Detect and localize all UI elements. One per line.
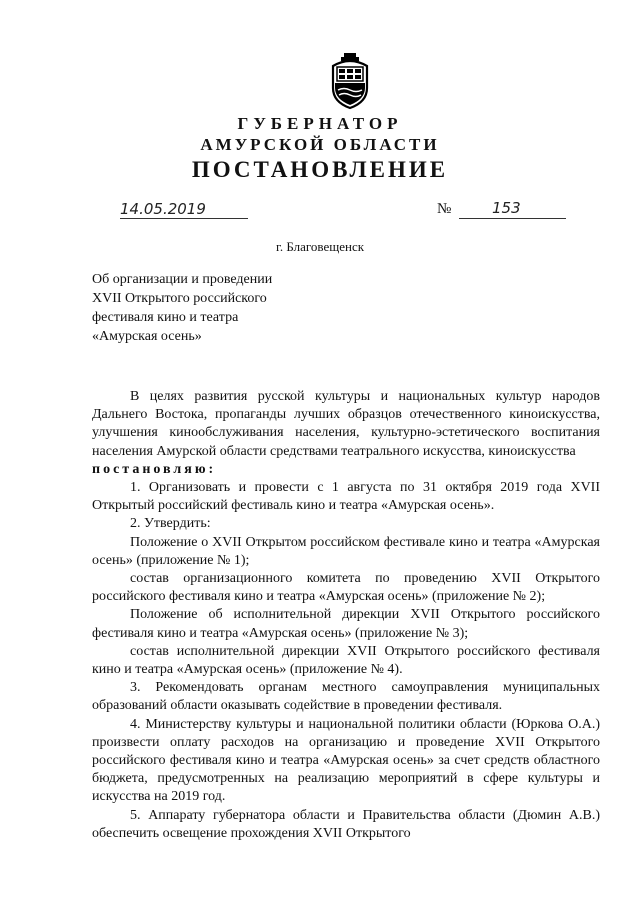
clause-paragraph: 5. Аппарату губернатора области и Правительства области (Дюмин А.В.) обеспечить освещение прохождения XVII Открытого: [92, 807, 600, 841]
issue-city: г. Благовещенск: [275, 239, 365, 254]
subject-line: «Амурская осень»: [92, 329, 202, 344]
date-underline: [120, 218, 248, 219]
clause-paragraph: 1. Организовать и провести с 1 августа по 31 октября 2019 года XVII Открытый российский фестиваль кино и театра «Амурская осень».: [92, 480, 600, 514]
clause-paragraph: 4. Министерству культуры и национальной политики области (Юркова О.А.) произвести оплату расходов на организацию и проведение XVII Открытого российского фестиваля кино и театра «Амурская осень» за счет средств областного бюджета, предусмотренных на реализацию мероприятий в сфере культуры и искусства на 2019 год.: [92, 716, 600, 805]
subject-line: Об организации и проведении: [92, 272, 273, 287]
coat-of-arms-icon: [327, 52, 373, 110]
document-subject: [92, 270, 272, 346]
document-number: 153: [492, 199, 521, 217]
clause-paragraph: 3. Рекомендовать органам местного самоуправления муниципальных образований области оказывать содействие в проведении фестиваля.: [92, 680, 600, 714]
region-title: АМУРСКОЙ ОБЛАСТИ: [200, 135, 440, 154]
subject-line: фестиваля кино и театра: [92, 310, 239, 325]
clause-paragraph: 2. Утвердить:: [130, 516, 211, 532]
number-underline: [459, 218, 566, 219]
preamble-paragraph: В целях развития русской культуры и национальных культур народов Дальнего Востока, пропаганды лучших образцов отечественного киноискусства, улучшения кинообслуживания населения, культурно-эстетического воспитания населения Амурской области средствами театрального искусства, киноискусства: [92, 389, 600, 459]
clause-paragraph: состав организационного комитета по проведению XVII Открытого российского фестиваля кино и театра «Амурская осень» (приложение № 2);: [92, 571, 600, 605]
clause-paragraph: Положение об исполнительной дирекции XVII Открытого российского фестиваля кино и театра «Амурская осень» (приложение № 3);: [92, 607, 600, 641]
clause-paragraph: Положение о XVII Открытом российском фестивале кино и театра «Амурская осень» (приложение № 1);: [92, 534, 600, 568]
document-date: 14.05.2019: [120, 200, 206, 218]
clause-paragraph: состав исполнительной дирекции XVII Открытого российского фестиваля кино и театра «Амурская осень» (приложение № 4).: [92, 643, 600, 678]
document-body: [92, 388, 600, 843]
number-sign: №: [437, 201, 452, 217]
decree-word: постановляю:: [92, 461, 217, 477]
subject-line: XVII Открытого российского: [92, 291, 267, 306]
governor-title: ГУБЕРНАТОР: [237, 114, 403, 133]
document-type-title: ПОСТАНОВЛЕНИЕ: [191, 157, 449, 182]
